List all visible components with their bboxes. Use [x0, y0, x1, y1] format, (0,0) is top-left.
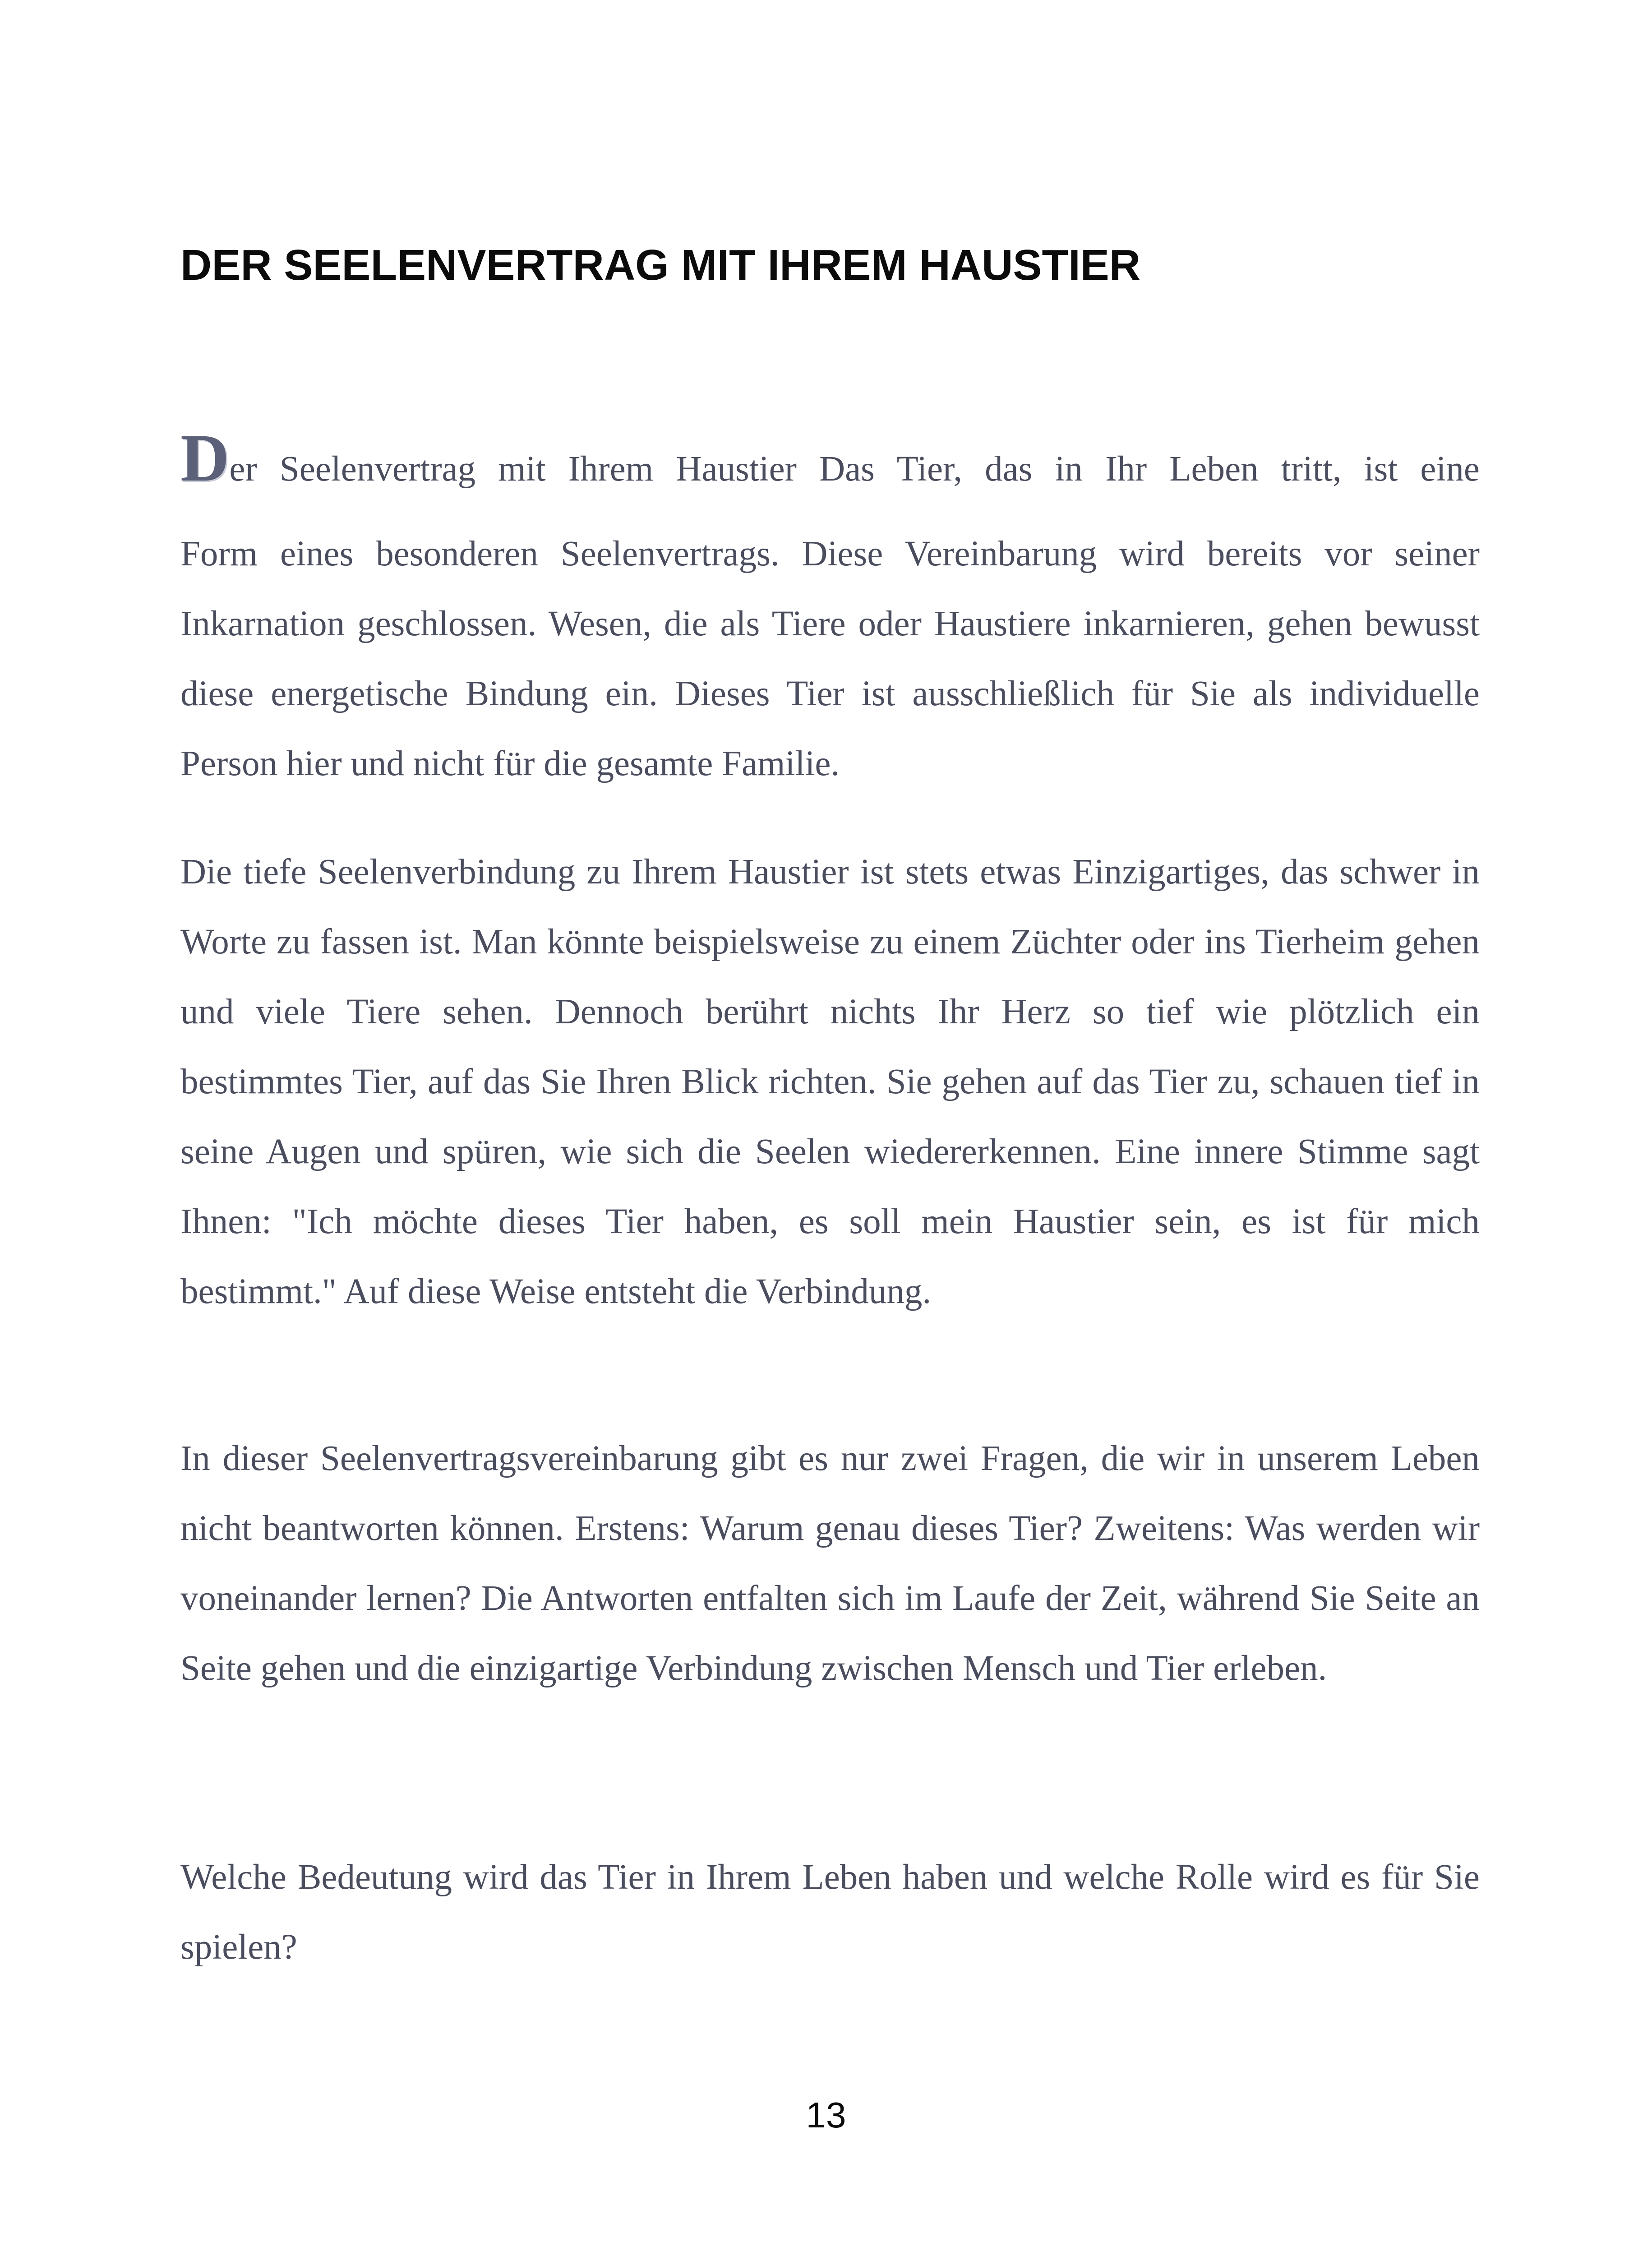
paragraph-2: Die tiefe Seelenverbindung zu Ihrem Haustier ist stets etwas Einzigartiges, das schwer in Worte zu fassen ist. Man könnte beispielsweise zu einem Züchter oder ins Tierheim gehen und viele Tiere sehen. Dennoch berührt nichts Ihr Herz so tief wie plötzlich ein bestimmtes Tier, auf das Sie Ihren Blick richten. Sie gehen auf das Tier zu, schauen tief in seine Augen und spüren, wie sich die Seelen wiedererkennen. Eine innere Stimme sagt Ihnen: "Ich möchte dieses Tier haben, es soll mein Haustier sein, es ist für mich bestimmt." Auf diese Weise entsteht die Verbindung.: [180, 852, 1480, 1311]
paragraph-1: [180, 421, 1480, 799]
paragraph-1-first-line: [180, 421, 1480, 514]
paragraph-1-rest: Form eines besonderen Seelenvertrags. Diese Vereinbarung wird bereits vor seiner Inkarnation geschlossen. Wesen, die als Tiere oder Haustiere inkarnieren, gehen bewusst diese energetische Bindung ein. Dieses Tier ist ausschließlich für Sie als individuelle Person hier und nicht für die gesamte Familie.: [180, 534, 1480, 783]
drop-cap: D: [180, 421, 230, 495]
chapter-heading: DER SEELENVERTRAG MIT IHREM HAUSTIER: [180, 241, 1141, 289]
paragraph-3: In dieser Seelenvertragsvereinbarung gibt es nur zwei Fragen, die wir in unserem Leben nicht beantworten können. Erstens: Warum genau dieses Tier? Zweitens: Was werden wir voneinander lernen? Die Antworten entfalten sich im Laufe der Zeit, während Sie Seite an Seite gehen und die einzigartige Verbindung zwischen Mensch und Tier erleben.: [180, 1439, 1480, 1688]
paragraph-4: Welche Bedeutung wird das Tier in Ihrem Leben haben und welche Rolle wird es für Sie spielen?: [180, 1858, 1480, 1967]
page-number: 13: [806, 2095, 846, 2135]
paragraph-1-first-line-text: er Seelenvertrag mit Ihrem Haustier Das Tier, das in Ihr Leben tritt, ist eine: [229, 449, 1480, 489]
